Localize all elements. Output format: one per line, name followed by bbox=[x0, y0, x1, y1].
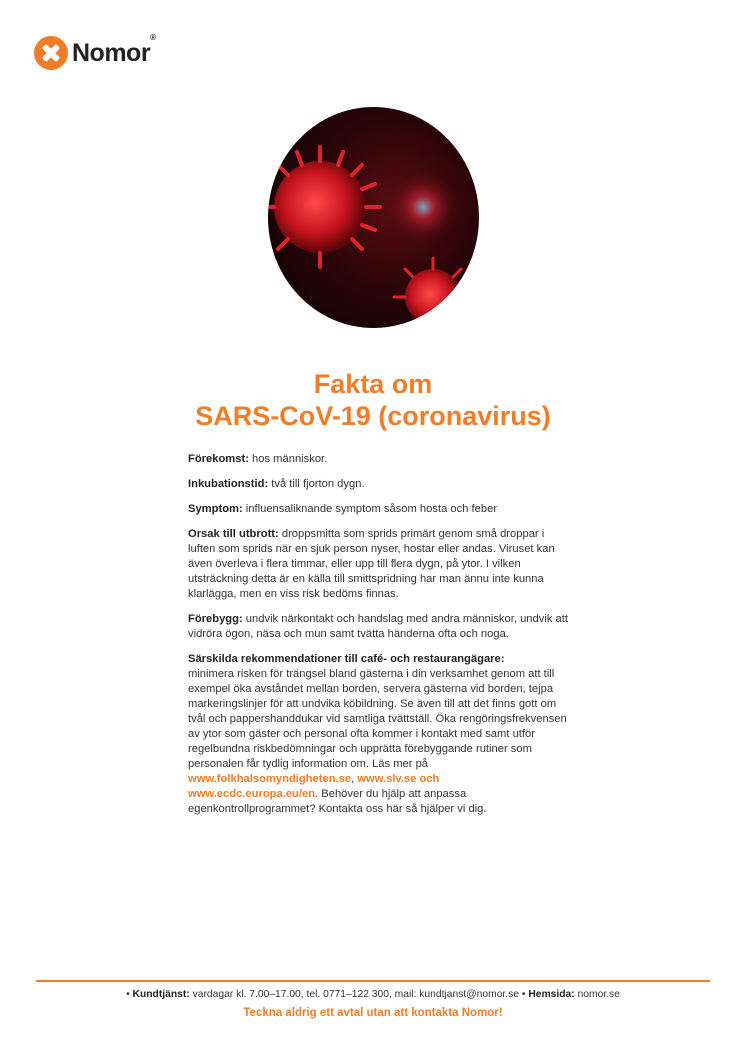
fact-inkubationstid: Inkubationstid: två till fjorton dygn. bbox=[188, 478, 365, 490]
link-slv-ecdc[interactable]: www.slv.se och www.ecdc.europa.eu/en bbox=[188, 773, 440, 800]
fact-forekomst: Förekomst: hos människor. bbox=[188, 453, 328, 465]
footer-contact: • Kundtjänst: vardagar kl. 7.00–17.00, tel. 0771–122 300, mail: kundtjanst@nomor.se • Hemsida: nomor.se bbox=[126, 989, 620, 1000]
page-title bbox=[0, 368, 746, 432]
title-line-1: Fakta om bbox=[313, 369, 433, 399]
logo-text: Nomor® bbox=[72, 32, 156, 67]
nomor-x-icon bbox=[34, 36, 68, 70]
coronavirus-image bbox=[268, 107, 479, 328]
fact-symptom: Symptom: influensaliknande symptom såsom hosta och feber bbox=[188, 503, 498, 515]
footer-divider bbox=[36, 980, 710, 982]
link-folkhalsomyndigheten[interactable]: www.folkhalsomyndigheten.se bbox=[188, 773, 352, 785]
fact-sarskilda: Särskilda rekommendationer till café- och restaurangägare: minimera risken för trängsel bland gästerna i din verksamhet genom att till exempel öka avståndet mellan borden, servera gästerna vid borden, tejpa markeringslinjer för att undvika köbildning. Se även till att det finns gott om tvål och pappershanddukar vid samtliga tvättställ. Öka rengöringsfrekvensen av ytor som gäster och personal ofta kommer i kontakt med samt utför regelbundna riskbedömningar och upprätta förebyggande rutiner som personalen får tydlig information om. Läs mer på www.folkhalsomyndigheten.se, www.slv.se och www.ecdc.europa.eu/en. Behöver du hjälp att anpassa egenkontrollprogrammet? Kontakta oss här så hjälper vi dig. bbox=[188, 653, 567, 815]
fact-list bbox=[188, 452, 568, 827]
nomor-logo bbox=[34, 32, 156, 70]
title-line-2: SARS-CoV-19 (coronavirus) bbox=[195, 401, 551, 431]
fact-forebygg: Förebygg: undvik närkontakt och handslag med andra människor, undvik att vidröra ögon, näsa och mun samt tvätta händerna ofta och noga. bbox=[188, 613, 568, 640]
fact-orsak: Orsak till utbrott: droppsmitta som sprids primärt genom små droppar i luften som sprids när en sjuk person nyser, hostar eller andas. Viruset kan även överleva i flera timmar, eller upp till flera dygn, på ytor. I vilken utsträckning detta är en källa till smittspridning har man ännu inte kunna klarlägga, men en viss risk bedöms finnas. bbox=[188, 528, 555, 600]
footer-tagline: Teckna aldrig ett avtal utan att kontakta Nomor! bbox=[243, 1007, 503, 1019]
